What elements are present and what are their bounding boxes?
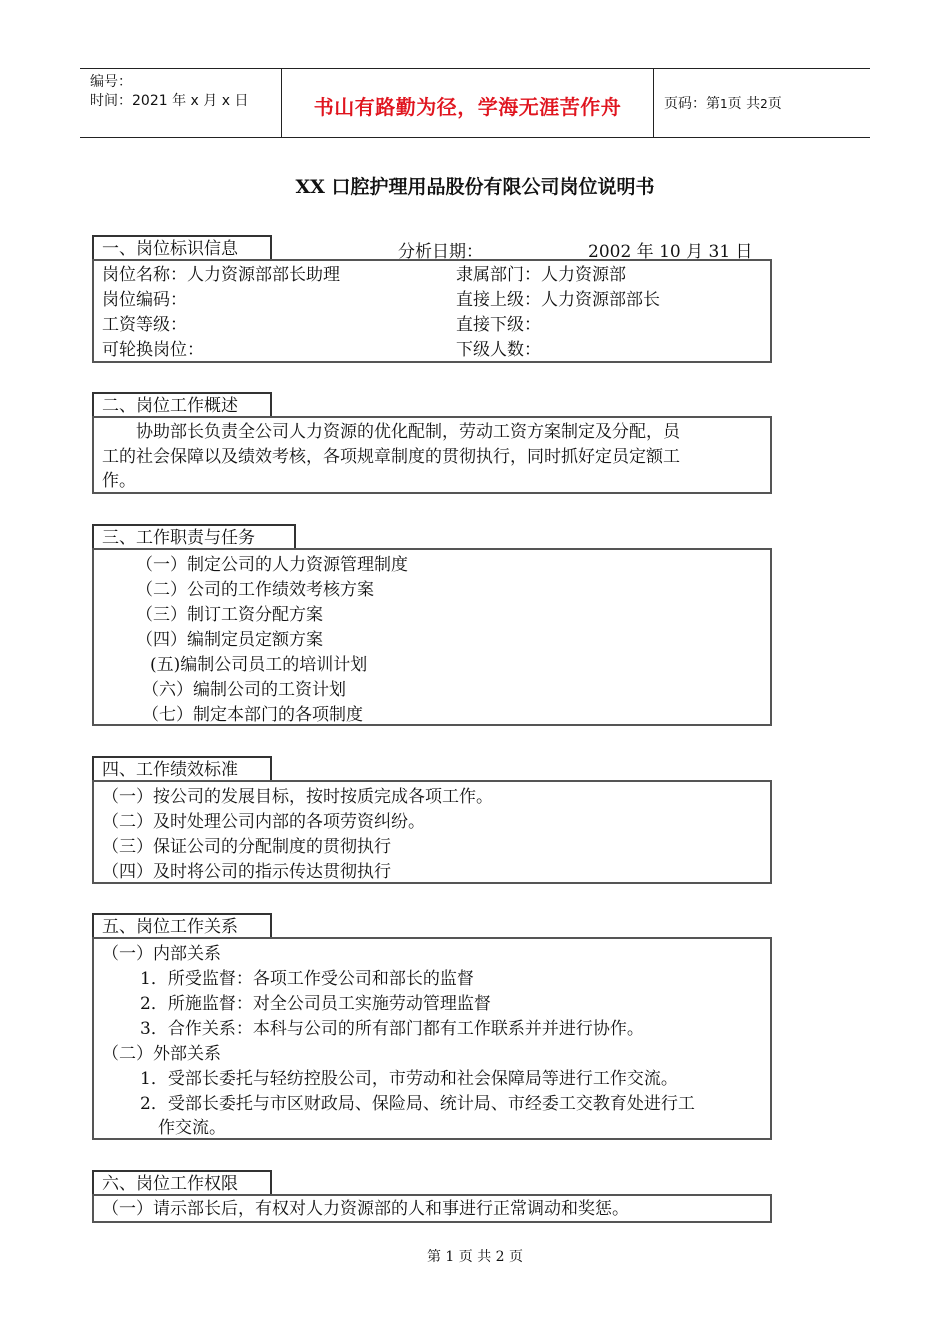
footer-current: 1 (445, 1249, 455, 1265)
external-relation-item: 1．受部长委托与轻纺控股公司，市劳动和社会保障局等进行工作交流。 (140, 1069, 678, 1089)
page-total: 2 (760, 97, 768, 111)
section-heading-overview: 二、岗位工作概述 (92, 392, 272, 416)
info-left-2: 岗位编码： (102, 290, 187, 310)
authority-item: （一）请示部长后，有权对人力资源部的人和事进行正常调动和奖惩。 (102, 1199, 629, 1219)
duty-item: （三）制订工资分配方案 (136, 605, 323, 625)
external-relation-item: 2．受部长委托与市区财政局、保险局、统计局、市经委工交教育处进行工 (140, 1094, 695, 1114)
page-header (80, 68, 870, 138)
section-heading-authority: 六、岗位工作权限 (92, 1170, 272, 1194)
info-right-1: 隶属部门：人力资源部 (456, 265, 626, 285)
analysis-date-label: 分析日期： (398, 242, 483, 262)
overview-line-1: 协助部长负责全公司人力资源的优化配制，劳动工资方案制定及分配，员 (136, 422, 680, 442)
page-footer (0, 1246, 950, 1266)
header-divider (653, 69, 654, 137)
internal-relation-item: 2．所施监督：对全公司员工实施劳动管理监督 (140, 994, 491, 1014)
internal-relation-item: 3．合作关系：本科与公司的所有部门都有工作联系并并进行协作。 (140, 1019, 644, 1039)
section-box-duties (92, 548, 772, 726)
header-page-number (664, 93, 782, 113)
info-left-4: 可轮换岗位： (102, 340, 204, 360)
internal-relation-item: 1．所受监督：各项工作受公司和部长的监督 (140, 969, 474, 989)
footer-middle: 页 共 (458, 1249, 492, 1265)
section-box-authority (92, 1194, 772, 1223)
page-suffix: 页 (767, 96, 782, 112)
footer-suffix: 页 (509, 1249, 524, 1265)
footer-total: 2 (495, 1249, 505, 1265)
overview-line-3: 作。 (102, 471, 136, 491)
number-label: 编号： (90, 74, 132, 90)
performance-item: （一）按公司的发展目标，按时按质完成各项工作。 (102, 787, 493, 807)
section-box-relations (92, 937, 772, 1140)
performance-item: （四）及时将公司的指示传达贯彻执行 (102, 862, 391, 882)
page-middle: 页 共 (727, 96, 761, 112)
duty-item: (五)编制公司员工的培训计划 (150, 655, 368, 675)
document-title: XX 口腔护理用品股份有限公司岗位说明书 (295, 176, 655, 198)
section-heading-relations: 五、岗位工作关系 (92, 913, 272, 937)
time-label: 时间：2021 年 x 月 x 日 (90, 93, 249, 109)
section-box-performance (92, 780, 772, 884)
analysis-date-value: 2002 年 10 月 31 日 (588, 242, 753, 262)
page-prefix: 页码：第 (664, 96, 720, 112)
section-heading-identification: 一、岗位标识信息 (92, 235, 272, 259)
section-box-identification (92, 259, 772, 363)
section-box-overview (92, 416, 772, 494)
info-left-1: 岗位名称：人力资源部部长助理 (102, 265, 340, 285)
header-meta (90, 73, 248, 111)
duty-item: （一）制定公司的人力资源管理制度 (136, 555, 408, 575)
internal-relations-heading: （一）内部关系 (102, 944, 221, 964)
duty-item: （六）编制公司的工资计划 (142, 680, 346, 700)
section-heading-performance: 四、工作绩效标准 (92, 756, 272, 780)
duty-item: （二）公司的工作绩效考核方案 (136, 580, 374, 600)
footer-prefix: 第 (426, 1249, 441, 1265)
overview-line-2: 工的社会保障以及绩效考核，各项规章制度的贯彻执行，同时抓好定员定额工 (102, 447, 680, 467)
header-motto: 书山有路勤为径，学海无涯苦作舟 (313, 95, 622, 119)
external-relations-heading: （二）外部关系 (102, 1044, 221, 1064)
external-relation-item: 作交流。 (158, 1118, 226, 1138)
info-right-3: 直接下级： (456, 315, 541, 335)
performance-item: （三）保证公司的分配制度的贯彻执行 (102, 837, 391, 857)
performance-item: （二）及时处理公司内部的各项劳资纠纷。 (102, 812, 425, 832)
duty-item: （四）编制定员定额方案 (136, 630, 323, 650)
duty-item: （七）制定本部门的各项制度 (142, 705, 363, 725)
section-heading-duties: 三、工作职责与任务 (92, 524, 296, 548)
page-current: 1 (720, 97, 728, 111)
info-right-4: 下级人数： (456, 340, 541, 360)
info-right-2: 直接上级：人力资源部部长 (456, 290, 660, 310)
info-left-3: 工资等级： (102, 315, 187, 335)
